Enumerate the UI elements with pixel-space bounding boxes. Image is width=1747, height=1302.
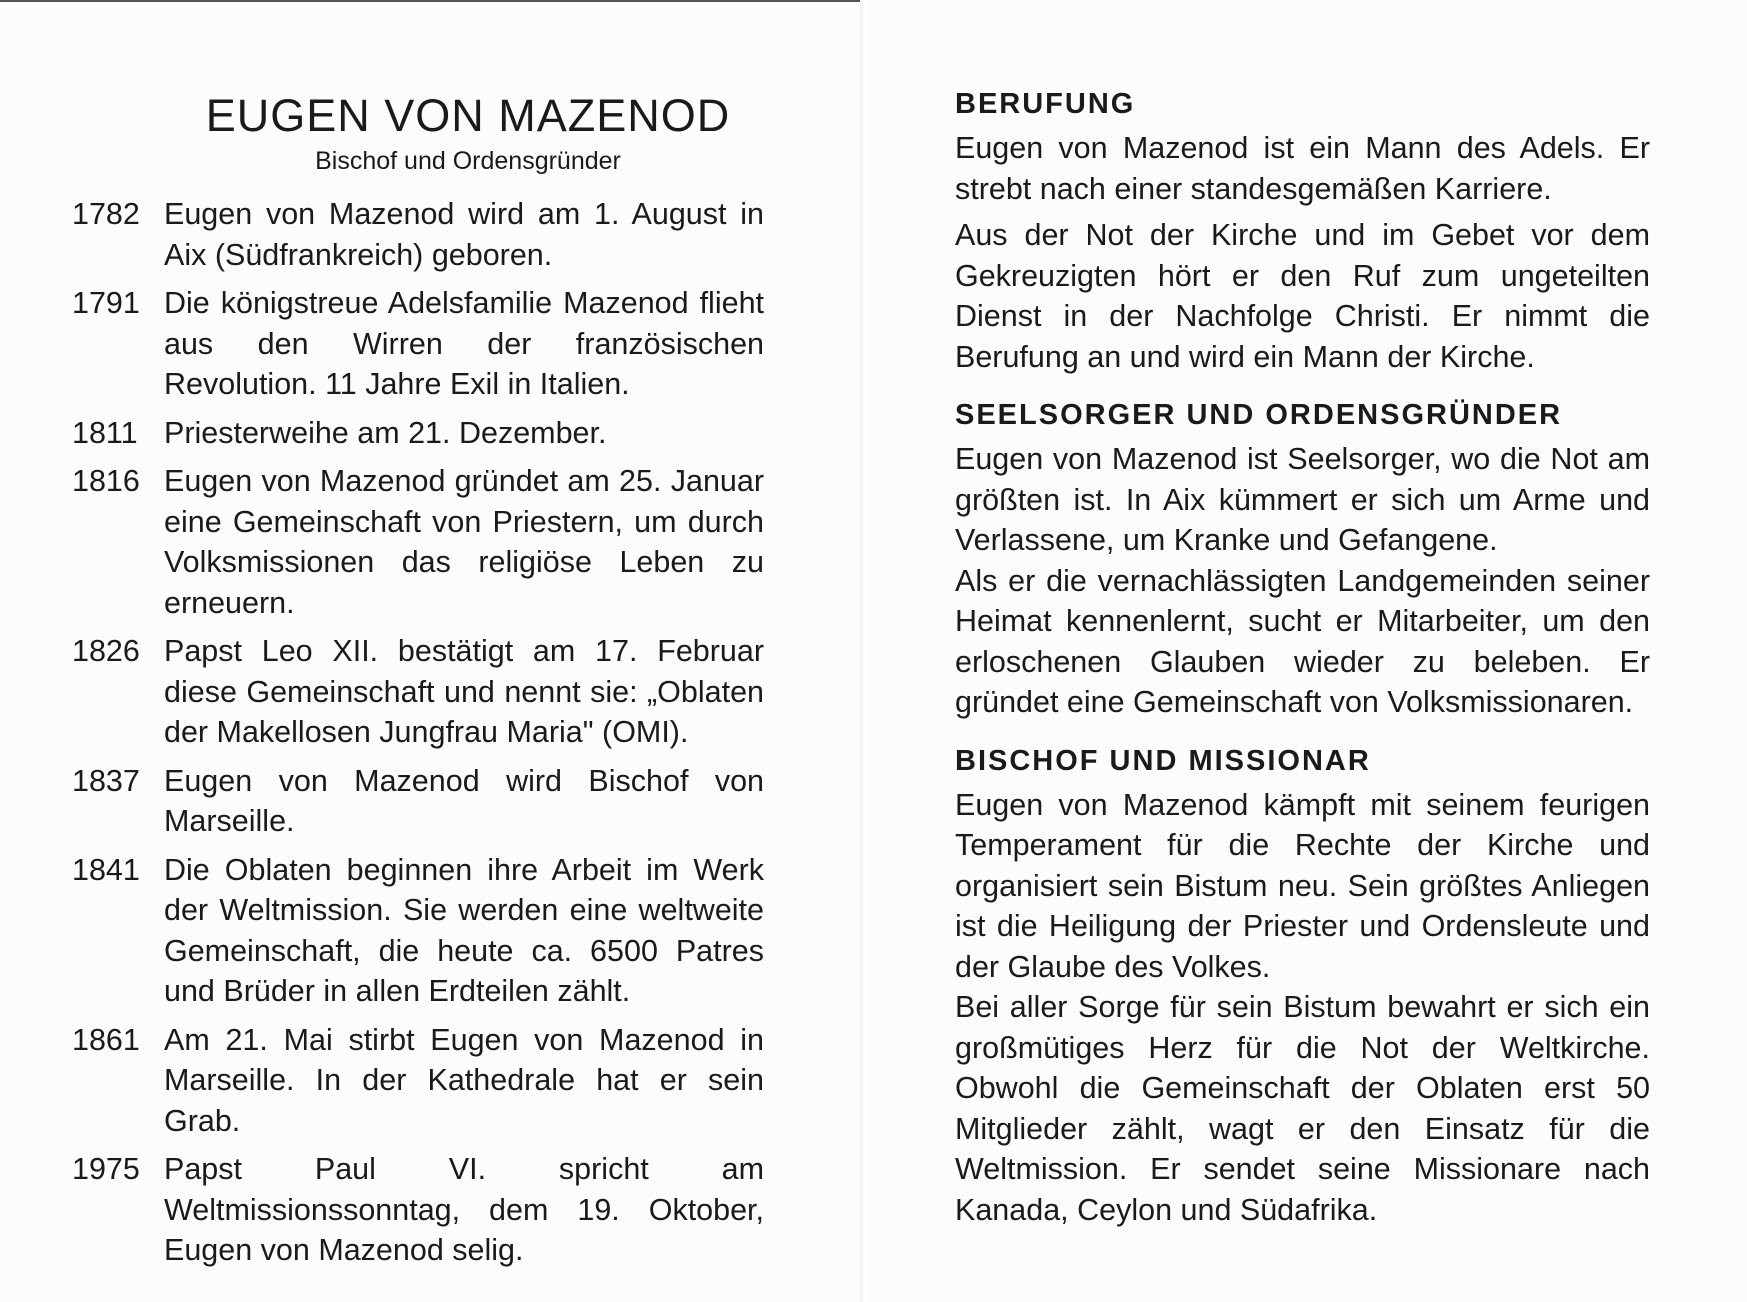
timeline-text: Priesterweihe am 21. Dezember. bbox=[164, 415, 607, 450]
section-paragraph: Eugen von Mazenod kämpft mit seinem feurigen Temperament für die Rechte der Kirche und organisiert sein Bistum neu. Sein größtes Anliegen ist die Heiligung der Priester und Ordensleute und der Glaube des Volkes. bbox=[955, 787, 1650, 984]
timeline-entry bbox=[72, 1020, 772, 1142]
timeline-year: 1811 bbox=[72, 415, 138, 450]
timeline-entry bbox=[72, 461, 772, 623]
timeline-text: Die Oblaten beginnen ihre Arbeit im Werk der Weltmission. Sie werden eine weltweite Gemeinschaft, die heute ca. 6500 Patres und Brüder in allen Erdteilen zählt. bbox=[164, 852, 764, 1008]
timeline-year: 1782 bbox=[72, 197, 140, 231]
timeline-year: 1837 bbox=[72, 763, 140, 798]
timeline-year: 1975 bbox=[72, 1152, 140, 1186]
timeline-entry bbox=[72, 631, 772, 753]
timeline-text: Papst Paul VI. spricht am Weltmissionssonntag, dem 19. Oktober, Eugen von Mazenod selig. bbox=[164, 1152, 764, 1267]
page-fold bbox=[860, 0, 868, 1302]
scan-edge-line bbox=[0, 0, 860, 2]
section-paragraph: Bei aller Sorge für sein Bistum bewahrt er sich ein großmütiges Herz für die Not der Weltkirche. Obwohl die Gemeinschaft der Oblaten erst 50 Mitglieder zählt, wagt er den Einsatz für die Weltmission. Er sendet seine Missionare nach Kanada, Ceylon und Südafrika. bbox=[955, 990, 1650, 1227]
section-paragraph: Als er die vernachlässigten Landgemeinden seiner Heimat kennenlernt, sucht er Mitarbeiter, um den erloschenen Glauben wieder zu beleben. Er gründet eine Gemeinschaft von Volksmissionaren. bbox=[955, 563, 1650, 719]
section-paragraph: Eugen von Mazenod ist Seelsorger, wo die Not am größten ist. In Aix kümmert er sich um Arme und Verlassene, um Kranke und Gefangene. bbox=[955, 442, 1650, 557]
timeline-entry bbox=[72, 194, 772, 275]
timeline-text: Die königstreue Adelsfamilie Mazenod flieht aus den Wirren der französischen Revolution. 11 Jahre Exil in Italien. bbox=[164, 286, 764, 401]
section-heading: SEELSORGER UND ORDENSGRÜNDER bbox=[955, 399, 1563, 431]
timeline-text: Eugen von Mazenod wird Bischof von Marseille. bbox=[164, 763, 764, 838]
right-page bbox=[955, 84, 1650, 1236]
timeline-text: Eugen von Mazenod wird am 1. August in Aix (Südfrankreich) geboren. bbox=[164, 197, 764, 272]
section-seelsorger bbox=[955, 395, 1650, 723]
timeline-entry bbox=[72, 850, 772, 1012]
timeline-entry bbox=[72, 761, 772, 842]
section-paragraph: Aus der Not der Kirche und im Gebet vor dem Gekreuzigten hört er den Ruf zum ungeteilten Dienst in der Nachfolge Christi. Er nimmt die Berufung an und wird ein Mann der Kirche. bbox=[955, 218, 1650, 374]
section-berufung bbox=[955, 84, 1650, 377]
section-bischof bbox=[955, 741, 1650, 1231]
timeline-year: 1816 bbox=[72, 464, 140, 498]
document-subtitle: Bischof und Ordensgründer bbox=[315, 147, 621, 175]
timeline-year: 1791 bbox=[72, 286, 140, 320]
left-page bbox=[72, 88, 772, 1279]
timeline-text: Eugen von Mazenod gründet am 25. Januar eine Gemeinschaft von Priestern, um durch Volksmissionen das religiöse Leben zu erneuern. bbox=[164, 464, 764, 620]
section-paragraph: Eugen von Mazenod ist ein Mann des Adels. Er strebt nach einer standesgemäßen Karriere. bbox=[955, 131, 1650, 206]
timeline-year: 1826 bbox=[72, 634, 140, 668]
document-title: EUGEN VON MAZENOD bbox=[205, 90, 731, 141]
section-heading: BERUFUNG bbox=[955, 88, 1136, 120]
timeline-year: 1841 bbox=[72, 852, 140, 887]
timeline-text: Am 21. Mai stirbt Eugen von Mazenod in Marseille. In der Kathedrale hat er sein Grab. bbox=[164, 1022, 764, 1138]
timeline-entry bbox=[72, 283, 772, 405]
timeline bbox=[72, 194, 772, 1271]
timeline-text: Papst Leo XII. bestätigt am 17. Februar diese Gemeinschaft und nennt sie: „Oblaten der Makellosen Jungfrau Maria" (OMI). bbox=[164, 634, 764, 749]
timeline-entry bbox=[72, 413, 772, 454]
section-heading: BISCHOF UND MISSIONAR bbox=[955, 744, 1371, 777]
timeline-year: 1861 bbox=[72, 1022, 140, 1057]
timeline-entry bbox=[72, 1149, 772, 1271]
